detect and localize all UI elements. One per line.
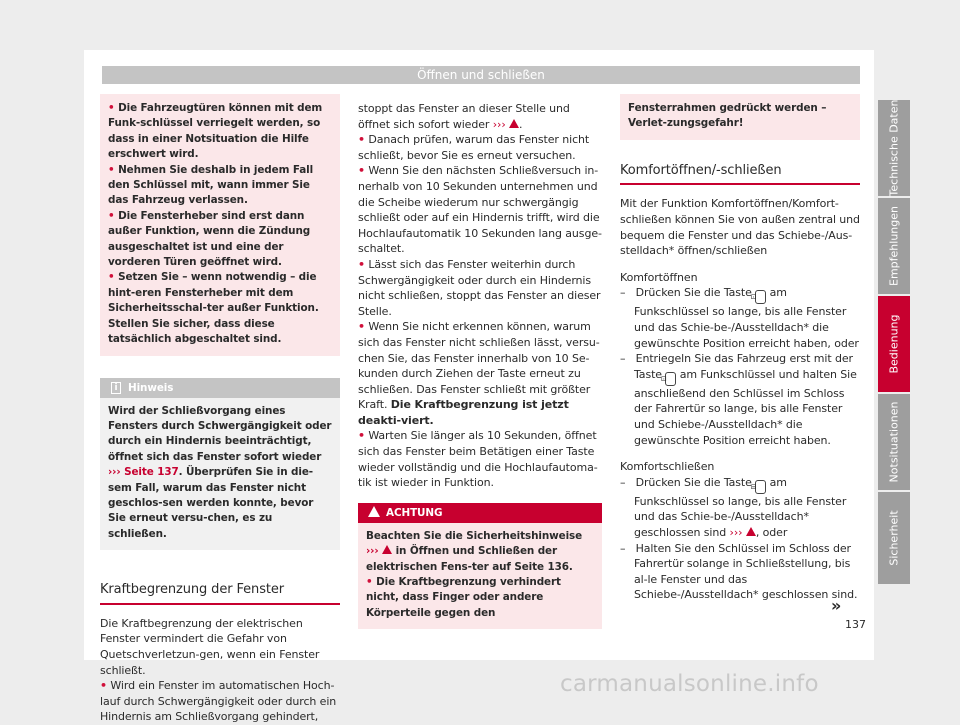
achtung-body: Beachten Sie die Sicherheitshinweise ››› in Öffnen und Schließen der elektrischen Fens-ter auf Seite 136. • Die Kraftbegrenzung verhindert nicht, dass Finger oder andere Körperteile gegen den (358, 523, 602, 629)
subheading-komfortoeffnen: Komfortöffnen (620, 270, 698, 284)
unlock-key-icon: ⊡ (665, 372, 676, 386)
list-item: – Halten Sie den Schlüssel im Schloss der Fahrertür solange in Schließstellung, bis al-le Fenster und das Schiebe-/Ausstelldach* geschlossen sind. (620, 541, 858, 602)
warning-triangle-icon (382, 545, 392, 554)
watermark: carmanualsonline.info (560, 671, 819, 697)
lock-key-icon: ⊟ (755, 480, 766, 494)
warning-item: • Die Fahrzeugtüren können mit dem Funk-schlüssel verriegelt werden, so dass in einer Notsituation die Hilfe erschwert wird. (108, 102, 323, 161)
info-icon: i (111, 382, 121, 394)
hinweis-box (100, 378, 340, 551)
tab-notsituationen[interactable]: Notsituationen (878, 394, 910, 490)
list-item: • Wenn Sie nicht erkennen können, warum sich das Fenster nicht schließen lässt, versu-chen Sie, das Fenster innerhalb von 10 Se-kunden durch Ziehen der Taste erneut zu schließen. Das Fenster schließt mit größter Kraft. Die Kraftbegrenzung ist jetzt deakti-viert. (358, 320, 600, 427)
warning-item: • Die Fensterheber sind erst dann außer Funktion, wenn die Zündung ausgeschaltet ist und eine der vorderen Türen geöffnet wird. (108, 209, 311, 269)
page-header: Öffnen und schließen (102, 66, 860, 84)
tab-sicherheit[interactable]: Sicherheit (878, 492, 910, 584)
paragraph: Mit der Funktion Komfortöffnen/Komfort-schließen können Sie von außen zentral und bequem die Fenster und das Schiebe-/Aus-stelldach* öffnen/schließen (620, 197, 860, 258)
section-title-komfort: Komfortöffnen/-schließen (620, 163, 860, 186)
list-item: – Entriegeln Sie das Fahrzeug erst mit der Taste ⊡ am Funkschlüssel und halten Sie anschließend den Schlüssel im Schloss der Fahrertür so lange, bis alle Fenster und Schiebe-/Ausstelldach* die gewünschte Position erreicht haben. (620, 352, 857, 447)
hinweis-body: Wird der Schließvorgang eines Fensters durch Schwergängigkeit oder durch ein Hindernis beeinträchtigt, öffnet sich das Fenster sofort wieder ››› Seite 137. Überprüfen Sie in die-sem Fall, warum das Fenster nicht geschlos-sen werden konnte, bevor Sie erneut versu-chen, es zu schließen. (108, 404, 332, 540)
achtung-item: • Die Kraftbegrenzung verhindert nicht, dass Finger oder andere Körperteile gegen den (366, 576, 561, 619)
achtung-header: ACHTUNG (358, 503, 602, 523)
paragraph: stoppt das Fenster an dieser Stelle und öffnet sich sofort wieder ››› . (358, 102, 570, 131)
list-item: • Warten Sie länger als 10 Sekunden, öffnet sich das Fenster beim Betätigen einer Taste wieder vollständig und die Hochlaufautoma-tik ist wieder in Funktion. (358, 429, 598, 490)
page-link[interactable]: Seite 137 (124, 466, 179, 479)
column-1 (100, 94, 340, 725)
section-title-kraftbegrenzung: Kraftbegrenzung der Fenster (100, 582, 340, 605)
subheading-komfortschliessen: Komfortschließen (620, 460, 715, 474)
tab-bedienung[interactable]: Bedienung (878, 296, 910, 392)
column-3 (620, 94, 860, 603)
achtung-box (358, 503, 602, 629)
tab-technische-daten[interactable]: Technische Daten (878, 100, 910, 196)
warning-triangle-icon (746, 527, 756, 536)
list-item: – Drücken Sie die Taste ⊟ am Funkschlüssel so lange, bis alle Fenster und das Schie-be-/Ausstelldach* geschlossen sind ››› , oder (620, 475, 847, 539)
warning-triangle-icon (509, 119, 519, 128)
page-number: 137 (845, 618, 866, 631)
warning-box-continued: Fensterrahmen gedrückt werden – Verlet-zungsgefahr! (620, 94, 860, 140)
list-item: • Wenn Sie den nächsten Schließversuch in-nerhalb von 10 Sekunden unternehmen und die Scheibe wiederum nur schwergängig schließt oder auf ein Hindernis trifft, wird die Hochlaufautomatik 10 Sekunden lang ausge-schaltet. (358, 164, 602, 256)
unlock-key-icon: ⊡ (755, 290, 766, 304)
paragraph: Die Kraftbegrenzung der elektrischen Fenster vermindert die Gefahr von Quetschverletzun-gen, wenn ein Fenster schließt. (100, 616, 320, 677)
column-2 (358, 101, 602, 629)
list-item: • Wird ein Fenster im automatischen Hoch-lauf durch Schwergängigkeit oder durch ein Hindernis am Schließvorgang gehindert, (100, 679, 337, 724)
list-item: • Lässt sich das Fenster weiterhin durch Schwergängigkeit oder durch ein Hindernis nicht schließen, stoppt das Fenster an dieser Stelle. (358, 257, 601, 318)
tab-empfehlungen[interactable]: Empfehlungen (878, 198, 910, 294)
continue-mark: » (831, 596, 842, 615)
warning-item: • Setzen Sie – wenn notwendig – die hint-eren Fensterheber mit dem Sicherheitsschal-ter außer Funktion. Stellen Sie sicher, dass diese tatsächlich abgeschaltet sind. (108, 271, 319, 346)
list-item: • Danach prüfen, warum das Fenster nicht schließt, bevor Sie es erneut versuchen. (358, 133, 590, 162)
warning-box-continued (100, 94, 340, 356)
list-item: – Drücken Sie die Taste ⊡ am Funkschlüssel so lange, bis alle Fenster und das Schie-be-/Ausstelldach* die gewünschte Position erreicht haben, oder (620, 286, 859, 350)
hinweis-header: i Hinweis (100, 378, 340, 398)
warning-item: • Nehmen Sie deshalb in jedem Fall den Schlüssel mit, wann immer Sie das Fahrzeug verlassen. (108, 163, 314, 207)
warning-triangle-icon (368, 506, 380, 517)
